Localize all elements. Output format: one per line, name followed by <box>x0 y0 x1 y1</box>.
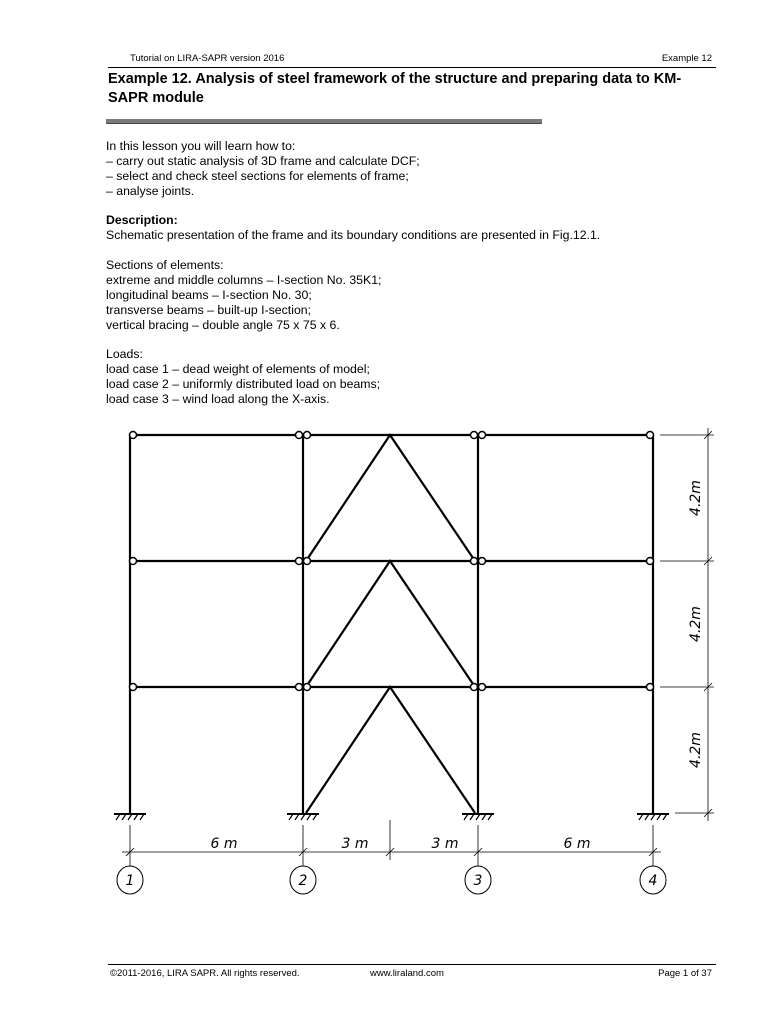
header-document-title: Tutorial on LIRA-SAPR version 2016 <box>130 53 285 64</box>
hinge <box>296 684 303 691</box>
section-item: vertical bracing – double angle 75 x 75 x 6. <box>106 318 340 332</box>
title-underline <box>106 119 542 124</box>
hinge <box>479 684 486 691</box>
intro-lead: In this lesson you will learn how to: <box>106 139 296 153</box>
bracing-storey-3 <box>306 435 475 561</box>
sections-block <box>106 258 716 333</box>
hinge <box>304 684 311 691</box>
footer-website-link[interactable]: www.liraland.com <box>370 968 444 979</box>
load-item: load case 2 – uniformly distributed load on beams; <box>106 377 381 391</box>
description-text: Schematic presentation of the frame and its boundary conditions are presented in Fig.12.1. <box>106 228 601 242</box>
hinge <box>479 558 486 565</box>
storey-height-label: 4.2m <box>688 606 704 642</box>
hinge <box>304 558 311 565</box>
section-item: longitudinal beams – I-section No. 30; <box>106 288 312 302</box>
hinge <box>130 432 137 439</box>
hinge <box>304 432 311 439</box>
hinge <box>647 558 654 565</box>
page-title: Example 12. Analysis of steel framework of the structure and preparing data to KM-SAPR module <box>108 71 682 106</box>
span-label: 3 m <box>341 836 369 852</box>
intro-block <box>106 139 716 199</box>
hinge <box>296 558 303 565</box>
hinge <box>471 432 478 439</box>
description-heading: Description: <box>106 213 178 227</box>
intro-item: – carry out static analysis of 3D frame and calculate DCF; <box>106 154 420 168</box>
span-label: 6 m <box>210 836 238 852</box>
section-item: extreme and middle columns – I-section No. 35K1; <box>106 273 382 287</box>
footer-page-number: Page 1 of 37 <box>658 968 712 979</box>
sections-lead: Sections of elements: <box>106 258 224 272</box>
loads-block <box>106 347 716 407</box>
axis-label: 1 <box>125 873 135 889</box>
span-label: 3 m <box>431 836 459 852</box>
fixed-support-icon <box>462 814 494 820</box>
description-block <box>106 213 716 243</box>
page-header <box>108 53 716 68</box>
axis-label: 3 <box>473 873 483 889</box>
bracing-storey-1 <box>306 687 475 813</box>
storey-height-label: 4.2m <box>688 732 704 768</box>
hinge <box>130 684 137 691</box>
storey-height-label: 4.2m <box>688 480 704 516</box>
hinge <box>647 684 654 691</box>
fixed-support-icon <box>114 814 146 820</box>
hinge <box>296 432 303 439</box>
fixed-support-icon <box>287 814 319 820</box>
hinge <box>471 684 478 691</box>
load-item: load case 1 – dead weight of elements of model; <box>106 362 370 376</box>
hinge <box>471 558 478 565</box>
hinge <box>647 432 654 439</box>
intro-item: – select and check steel sections for elements of frame; <box>106 169 409 183</box>
load-item: load case 3 – wind load along the X-axis. <box>106 392 330 406</box>
loads-lead: Loads: <box>106 347 143 361</box>
hinge <box>479 432 486 439</box>
axis-label: 2 <box>298 873 308 889</box>
bracing-storey-2 <box>306 561 475 687</box>
hinge <box>130 558 137 565</box>
intro-item: – analyse joints. <box>106 184 195 198</box>
header-example-number: Example 12 <box>661 53 712 64</box>
page-footer <box>108 964 716 979</box>
axis-label: 4 <box>648 873 658 889</box>
fixed-support-icon <box>637 814 669 820</box>
section-item: transverse beams – built-up I-section; <box>106 303 312 317</box>
footer-copyright: ©2011-2016, LIRA SAPR. All rights reserved. <box>110 968 300 979</box>
span-label: 6 m <box>563 836 591 852</box>
frame-drawing <box>100 420 720 900</box>
frame-figure <box>100 420 720 900</box>
